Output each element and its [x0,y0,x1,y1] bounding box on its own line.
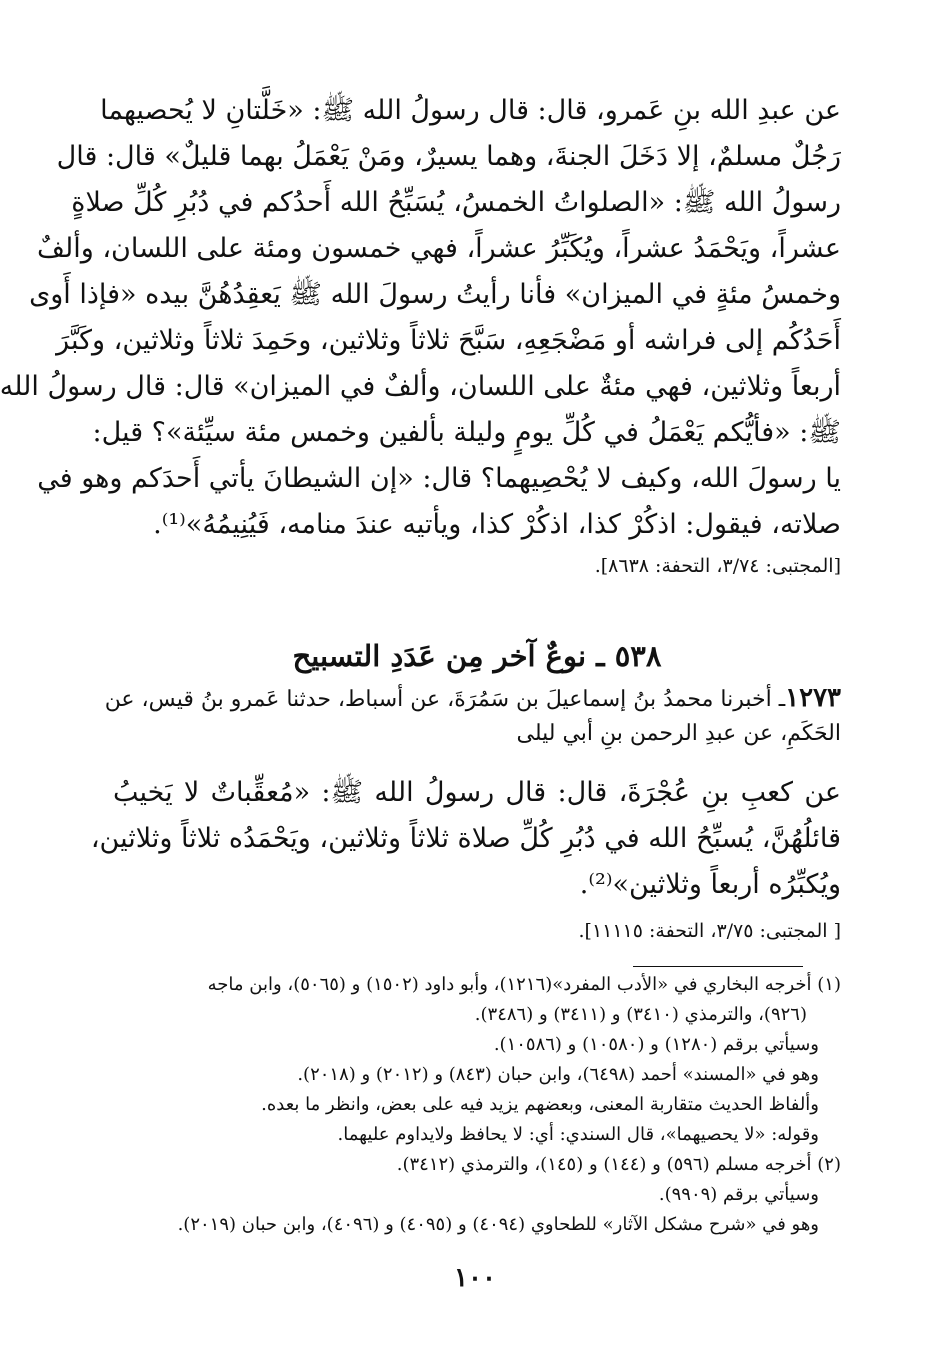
source-reference: [ المجتبى: ٣/٧٥، التحفة: ١١١١٥]. [578,920,841,942]
text-line: وخمسُ مئةٍ في الميزان» فأنا رأيتُ رسولَ الله ﷺ يَعقِدُهُنَّ بيده «فإذا أَوى [29,279,841,310]
text-line: قائلُهُنَّ، يُسبِّحُ الله في دُبُرِ كُلِّ صلاة ثلاثاً وثلاثين، ويَحْمَدُه ثلاثاً وثلاثين، [90,823,841,854]
hadith-matn [90,770,841,908]
footnote-line: (١) أخرجه البخاري في «الأدب المفرد»(١٢١٦)، وأبو داود (١٥٠٢) و (٥٠٦٥)، وابن ماجه [207,974,841,995]
text-line: أربعاً وثلاثين، فهي مئةٌ على اللسان، وألفٌ في الميزان» قال: قال رسولُ الله [0,371,841,402]
text-line: ﷺ: «فأيُّكم يَعْمَلُ في كُلِّ يومٍ وليلة بألفين وخمس مئة سيِّئة»؟ قيل: [92,417,841,448]
footnote-divider [633,966,803,967]
isnad-line: الحَكَمِ، عن عبدِ الرحمن بنِ أبي ليلى [516,721,841,746]
footnotes [113,970,841,1240]
footnote-line: وسيأتي برقم (١٢٨٠) و (١٠٥٨٠) و (١٠٥٨٦). [493,1034,819,1055]
footnote-line: وقوله: «لا يحصيهما»، قال السندي: أي: لا يحافظ ولايداوم عليهما. [337,1124,819,1145]
footnote-line: (٩٢٦)، والترمذي (٣٤١٠) و (٣٤١١) و (٣٤٨٦). [474,1004,807,1025]
text-line: أَحَدُكُم إلى فراشه أو مَضْجَعِهِ، سَبَّحَ ثلاثاً وثلاثين، وحَمِدَ ثلاثاً وثلاثين، وكَبَّرَ [56,325,841,356]
text-line: صلاته، فيقول: اذكُرْ كذا، اذكُرْ كذا، ويأتيه عندَ منامه، فَيُنِيمُهُ»⁽¹⁾. [153,509,841,540]
hadith-main-text [0,88,841,584]
page-number: ١٠٠ [454,1263,496,1293]
footnote-line: وهو في «شرح مشكل الآثار» للطحاوي (٤٠٩٤) و (٤٠٩٥) و (٤٠٩٦)، وابن حبان (٢٠١٩). [177,1214,819,1235]
chapter-heading: ٥٣٨ ـ نوعٌ آخر مِن عَدَدِ التسبيح [292,639,662,673]
source-reference: [المجتبى: ٣/٧٤، التحفة: ٨٦٣٨]. [594,555,841,577]
text-line: رسولُ الله ﷺ: «الصلواتُ الخمسُ، يُسَبِّحُ الله أَحدُكم في دُبُرِ كُلِّ صلاةٍ [71,187,841,218]
isnad-text: ـ أخبرنا محمدُ بنُ إسماعيلَ بن سَمُرَةَ، عن أسباط، حدثنا عَمرو بنُ قيس، عن [104,687,786,712]
text-line: يا رسولَ الله، وكيف لا يُحْصِيهما؟ قال: «إن الشيطانَ يأتي أَحدَكم وهو في [37,463,841,494]
footnote-line: (٢) أخرجه مسلم (٥٩٦) و (١٤٤) و (١٤٥)، والترمذي (٣٤١٢). [396,1154,841,1175]
footnote-line: وألفاظ الحديث متقاربة المعنى، وبعضهم يزيد فيه على بعض، وانظر ما بعده. [261,1094,819,1115]
text-line: عشراً، ويَحْمَدُ عشراً، ويُكَبِّرُ عشراً، فهي خمسون ومئة على اللسان، وألفٌ [37,233,841,264]
book-page [1,0,949,1363]
hadith-number: ١٢٧٣ [785,683,841,713]
text-line: عن عبدِ الله بنِ عَمرو، قال: قال رسولُ الله ﷺ: «خَلَّتانِ لا يُحصيهما [100,95,841,126]
text-line: رَجُلٌ مسلمٌ، إلا دَخَلَ الجنةَ، وهما يسيرٌ، ومَنْ يَعْمَلُ بهما قليلٌ» قال: قال [56,141,841,172]
hadith-isnad [104,680,841,752]
footnote-line: وسيأتي برقم (٩٩٠٩). [658,1184,819,1205]
isnad-line [104,680,841,716]
footnote-line: وهو في «المسند» أحمد (٦٤٩٨)، وابن حبان (٨٤٣) و (٢٠١٢) و (٢٠١٨). [297,1064,819,1085]
text-line: ويُكبِّرُه أربعاً وثلاثين»⁽²⁾. [579,869,841,900]
text-line: عن كعبِ بنِ عُجْرَةَ، قال: قال رسولُ الله ﷺ: «مُعقِّباتٌ لا يَخيبُ [113,777,841,808]
